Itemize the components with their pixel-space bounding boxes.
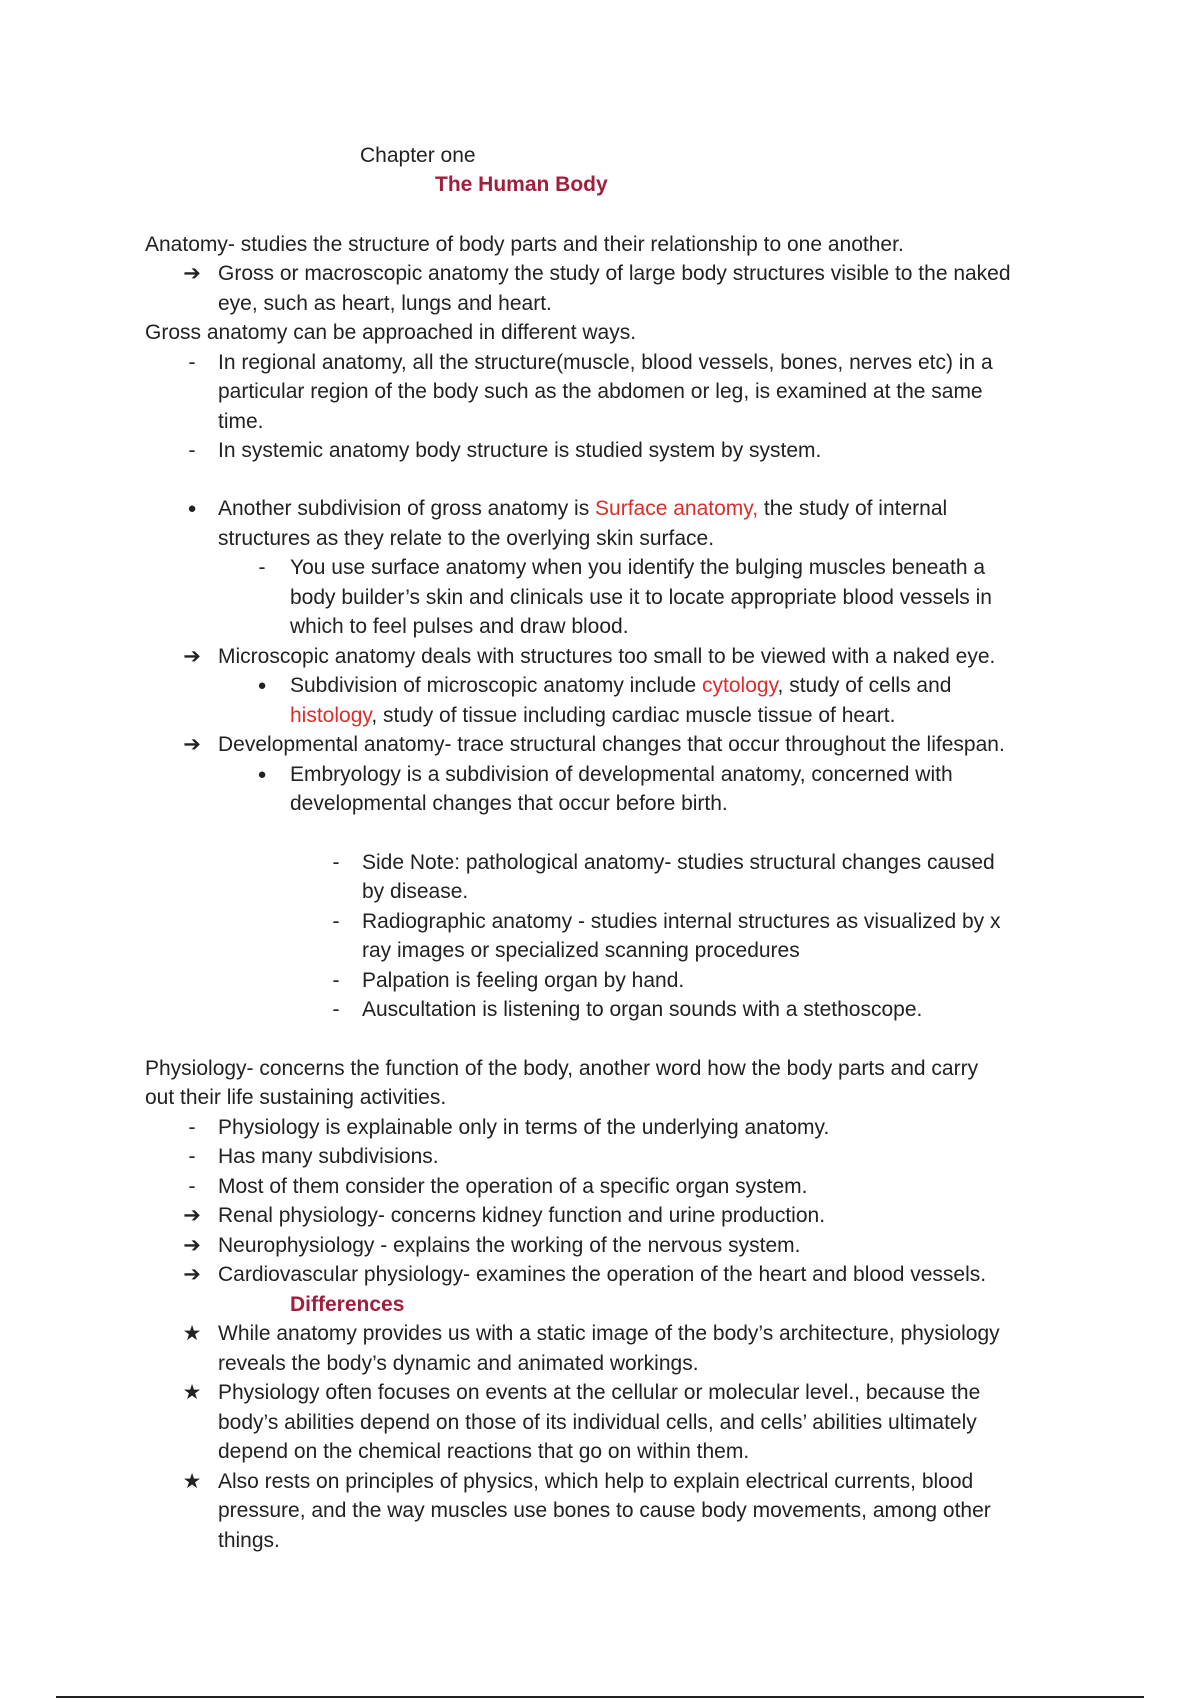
differences-heading: Differences xyxy=(290,1293,405,1316)
dash-icon: - xyxy=(332,969,340,992)
surface-text-a: Another subdivision of gross anatomy is xyxy=(218,497,596,520)
regional-line-2: particular region of the body such as the abdomen or leg, is examined at the same xyxy=(218,380,983,403)
gross-ways: Gross anatomy can be approached in different ways. xyxy=(145,321,637,344)
arrow-icon: ➔ xyxy=(183,1263,201,1286)
dash-icon: - xyxy=(332,910,340,933)
dash-icon: - xyxy=(332,998,340,1021)
anatomy-intro: Anatomy- studies the structure of body parts and their relationship to one another. xyxy=(145,233,904,256)
difference-2-line-1: Physiology often focuses on events at the cellular or molecular level., because the xyxy=(218,1381,981,1404)
bullet-icon: ● xyxy=(257,677,267,694)
surface-use-line-1: You use surface anatomy when you identify the bulging muscles beneath a xyxy=(290,556,986,579)
dash-icon: - xyxy=(188,1116,196,1139)
gross-anatomy-line-2: eye, such as heart, lungs and heart. xyxy=(218,292,552,315)
dash-icon: - xyxy=(258,556,266,579)
star-icon: ★ xyxy=(182,1470,202,1493)
neuro-line: Neurophysiology - explains the working of the nervous system. xyxy=(218,1234,801,1257)
organ-system-line: Most of them consider the operation of a specific organ system. xyxy=(218,1175,808,1198)
physiology-intro-line-2: out their life sustaining activities. xyxy=(145,1086,447,1109)
micro-sub-text-a: Subdivision of microscopic anatomy include xyxy=(290,674,703,697)
explainable-line: Physiology is explainable only in terms of the underlying anatomy. xyxy=(218,1116,830,1139)
surface-anatomy-term: Surface anatomy, xyxy=(595,497,759,520)
dash-icon: - xyxy=(188,351,196,374)
regional-line-3: time. xyxy=(218,410,264,433)
arrow-icon: ➔ xyxy=(183,262,201,285)
dash-icon: - xyxy=(188,439,196,462)
embryology-line-1: Embryology is a subdivision of developmental anatomy, concerned with xyxy=(290,763,953,786)
difference-1-line-2: reveals the body’s dynamic and animated workings. xyxy=(218,1352,699,1375)
surface-text-b: the study of internal xyxy=(758,497,948,520)
gross-anatomy-line-1: Gross or macroscopic anatomy the study of large body structures visible to the naked xyxy=(218,262,1011,285)
star-icon: ★ xyxy=(182,1322,202,1345)
difference-2-line-3: depend on the chemical reactions that go on within them. xyxy=(218,1440,750,1463)
star-icon: ★ xyxy=(182,1381,202,1404)
difference-3-line-3: things. xyxy=(218,1529,280,1552)
palpation-line: Palpation is feeling organ by hand. xyxy=(362,969,685,992)
cardio-line: Cardiovascular physiology- examines the operation of the heart and blood vessels. xyxy=(218,1263,987,1286)
radiographic-line-1: Radiographic anatomy - studies internal structures as visualized by x xyxy=(362,910,1001,933)
difference-1-line-1: While anatomy provides us with a static image of the body’s architecture, physiology xyxy=(218,1322,1000,1345)
bullet-icon: ● xyxy=(187,500,197,517)
regional-line-1: In regional anatomy, all the structure(muscle, blood vessels, bones, nerves etc) in a xyxy=(218,351,993,374)
difference-2-line-2: body’s abilities depend on those of its individual cells, and cells’ abilities ultimately xyxy=(218,1411,977,1434)
side-note-line-1: Side Note: pathological anatomy- studies structural changes caused xyxy=(362,851,995,874)
physiology-intro-line-1: Physiology- concerns the function of the body, another word how the body parts and carry xyxy=(145,1057,979,1080)
arrow-icon: ➔ xyxy=(183,1204,201,1227)
chapter-label: Chapter one xyxy=(360,144,476,167)
surface-line-2: structures as they relate to the overlying skin surface. xyxy=(218,527,715,550)
bullet-icon: ● xyxy=(257,766,267,783)
side-note-line-2: by disease. xyxy=(362,880,469,903)
bottom-divider xyxy=(56,1696,1144,1698)
renal-line: Renal physiology- concerns kidney function and urine production. xyxy=(218,1204,826,1227)
systemic-line: In systemic anatomy body structure is studied system by system. xyxy=(218,439,822,462)
subdivisions-line: Has many subdivisions. xyxy=(218,1145,439,1168)
embryology-line-2: developmental changes that occur before birth. xyxy=(290,792,728,815)
developmental-line: Developmental anatomy- trace structural changes that occur throughout the lifespan. xyxy=(218,733,1005,756)
auscultation-line: Auscultation is listening to organ sounds with a stethoscope. xyxy=(362,998,923,1021)
arrow-icon: ➔ xyxy=(183,645,201,668)
dash-icon: - xyxy=(332,851,340,874)
arrow-icon: ➔ xyxy=(183,733,201,756)
difference-3-line-1: Also rests on principles of physics, which help to explain electrical currents, blood xyxy=(218,1470,974,1493)
cytology-term: cytology xyxy=(702,674,778,697)
dash-icon: - xyxy=(188,1175,196,1198)
histology-term: histology xyxy=(290,704,372,727)
surface-line-1 xyxy=(218,494,947,524)
micro-sub-text-c: , study of tissue including cardiac muscle tissue of heart. xyxy=(371,704,896,727)
page-title: The Human Body xyxy=(435,173,608,196)
micro-sub-line-2 xyxy=(290,701,895,731)
radiographic-line-2: ray images or specialized scanning procedures xyxy=(362,939,800,962)
microscopic-line: Microscopic anatomy deals with structures too small to be viewed with a naked eye. xyxy=(218,645,996,668)
surface-use-line-2: body builder’s skin and clinicals use it to locate appropriate blood vessels in xyxy=(290,586,992,609)
dash-icon: - xyxy=(188,1145,196,1168)
difference-3-line-2: pressure, and the way muscles use bones to cause body movements, among other xyxy=(218,1499,991,1522)
surface-use-line-3: which to feel pulses and draw blood. xyxy=(290,615,629,638)
arrow-icon: ➔ xyxy=(183,1234,201,1257)
micro-sub-line-1 xyxy=(290,671,951,701)
micro-sub-text-b: , study of cells and xyxy=(777,674,952,697)
